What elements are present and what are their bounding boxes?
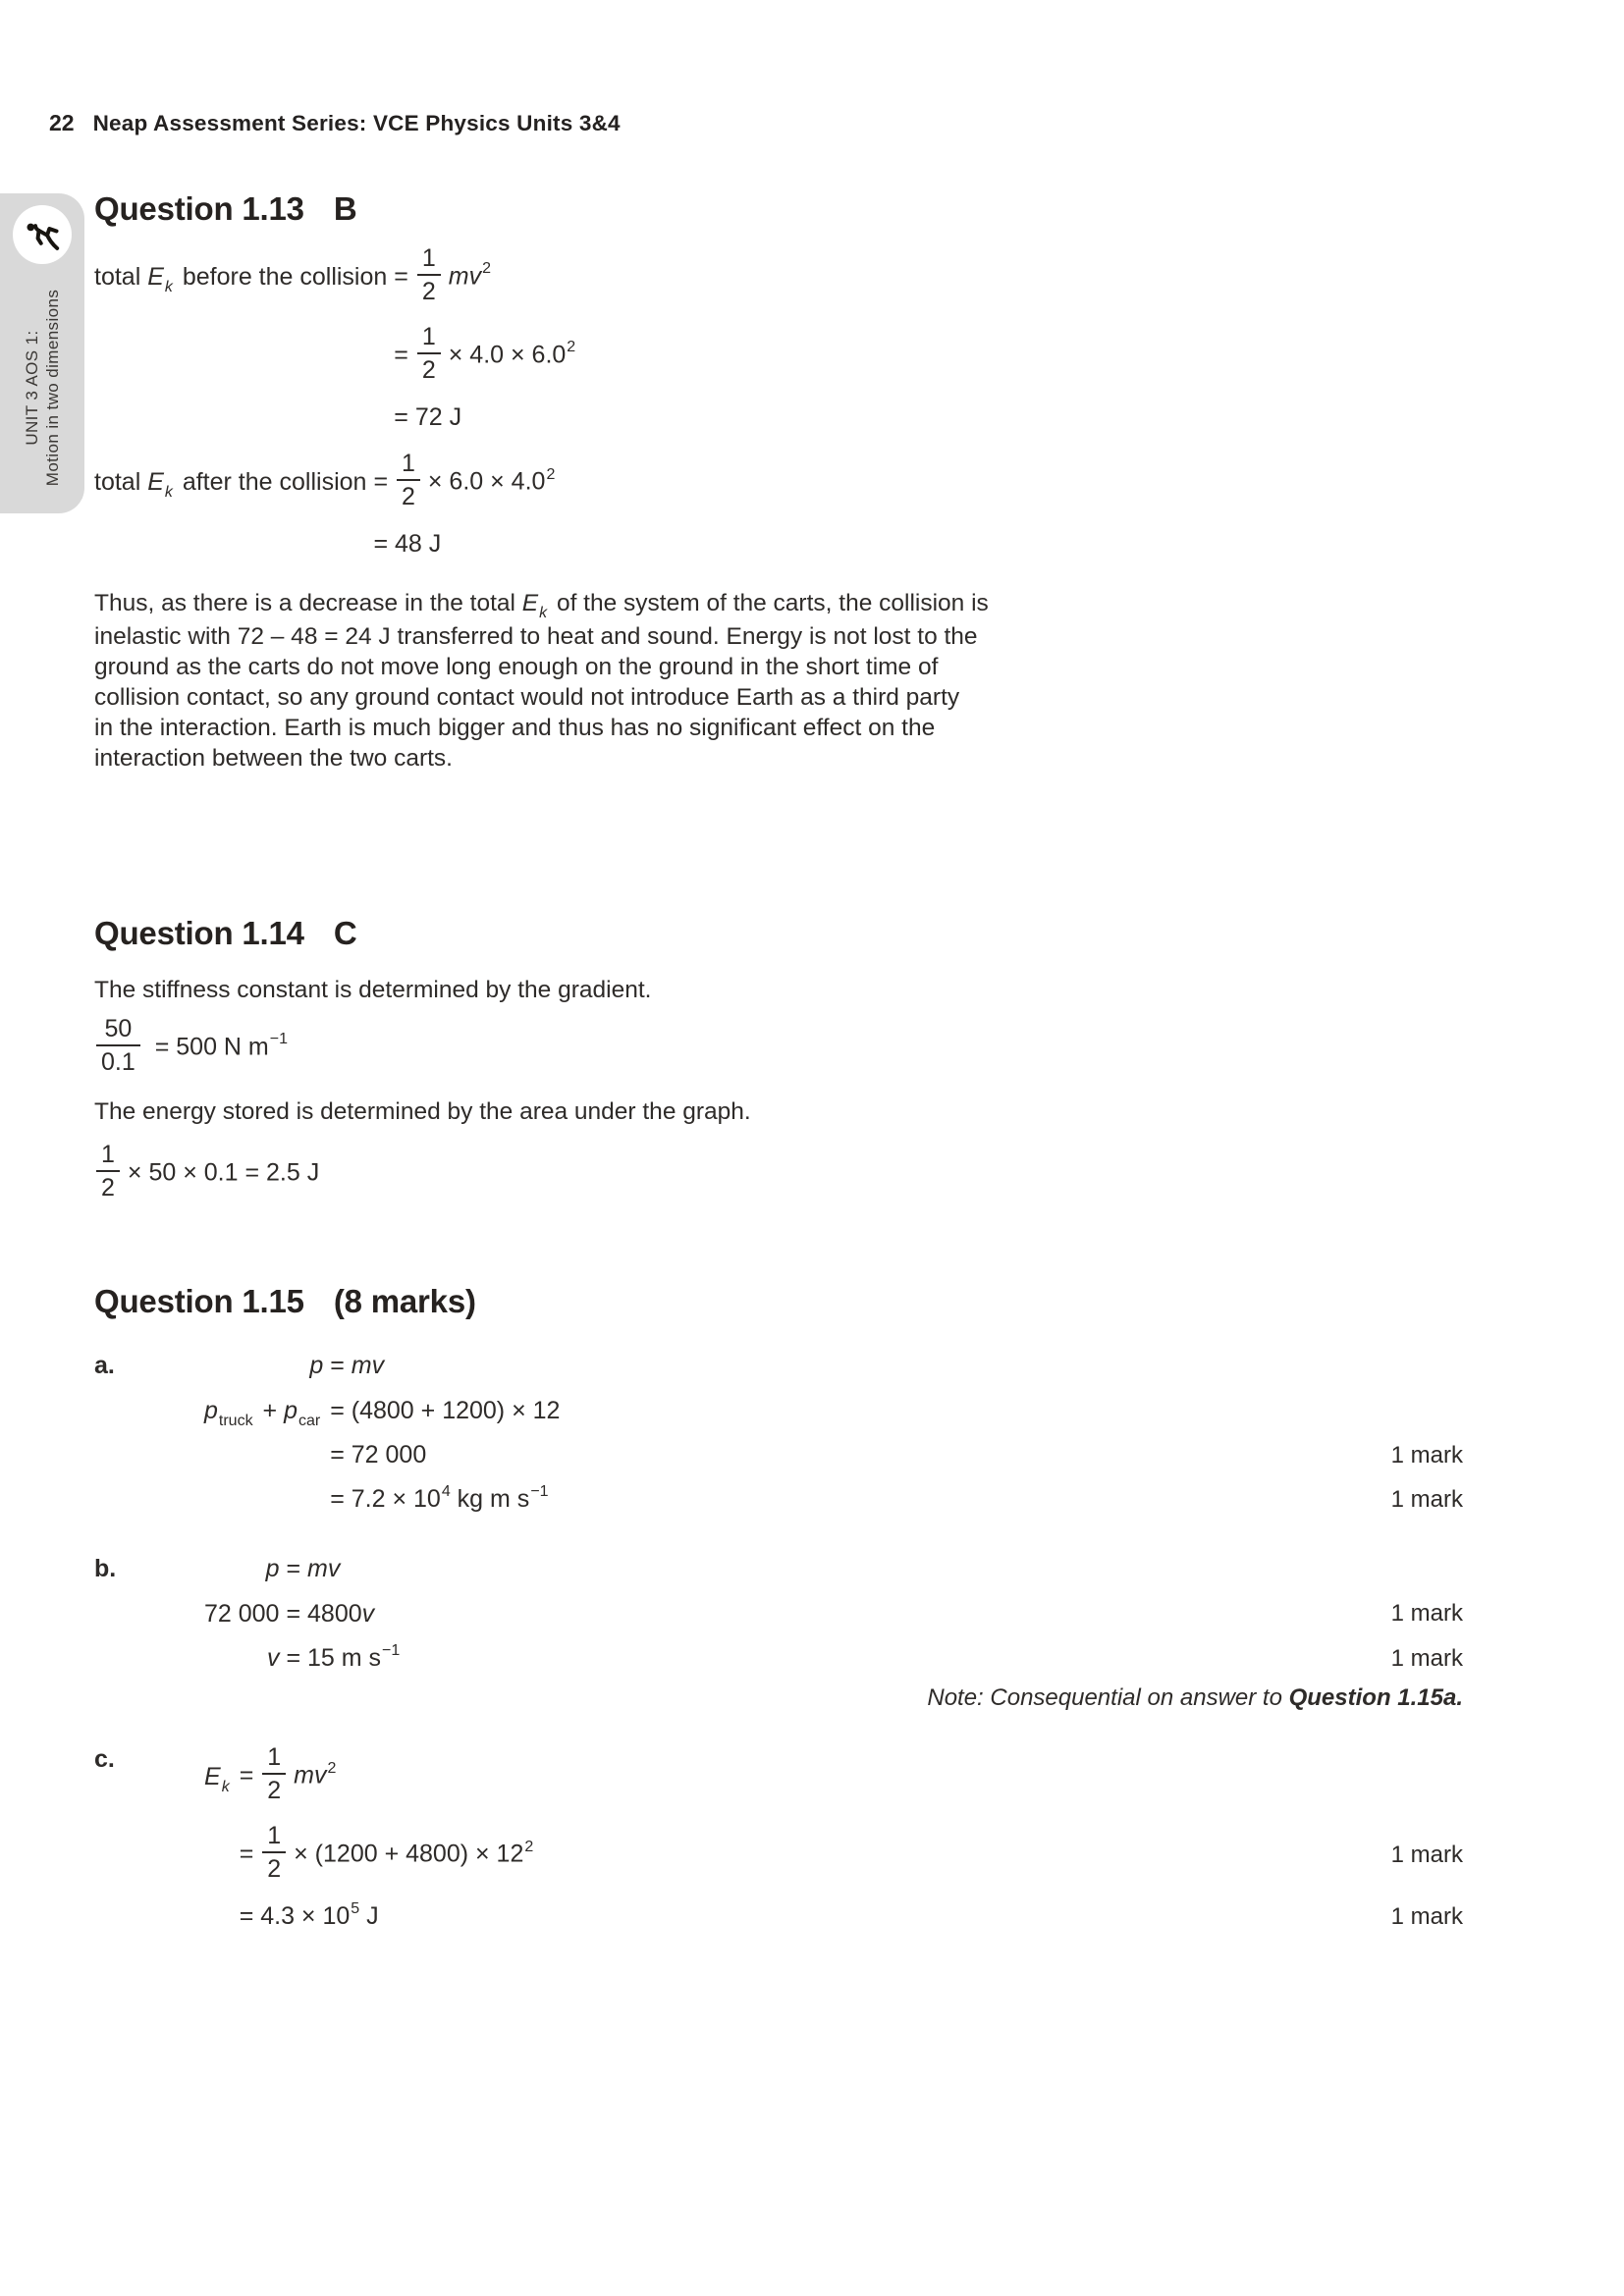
equation-rhs: = $\frac{1}{2}$ mv2 [239, 1743, 337, 1805]
equation-rhs: = $\frac{1}{2}$ × 4.0 × 6.02 [394, 322, 576, 384]
part-equations [204, 1344, 1463, 1522]
equation-row [204, 1737, 1463, 1816]
question-1-15-marks: (8 marks) [333, 1282, 476, 1319]
part-label: c. [94, 1745, 115, 1774]
question-part [94, 1547, 1463, 1712]
equation-row [204, 1816, 1463, 1895]
fraction: $\frac{1}{2}$ [417, 321, 441, 386]
part-equations [204, 1737, 1463, 1939]
equation-group-before-collision [94, 239, 1463, 440]
part-body [204, 1344, 1463, 1522]
equation-row [204, 1389, 1463, 1433]
equation-row [94, 317, 1463, 396]
equation-row [204, 1547, 1463, 1591]
equation-group-after-collision [94, 444, 1463, 566]
equation-row [94, 522, 1463, 566]
equation-row [94, 396, 1463, 440]
unit-label: UNIT 3 AOS 1: [23, 330, 41, 446]
fraction: $\frac{1}{2}$ [96, 1139, 120, 1203]
mark-label: 1 mark [1390, 1902, 1463, 1930]
fraction: $\frac{1}{2}$ [262, 1741, 286, 1806]
equation-lhs: 72 000 [204, 1599, 280, 1628]
equation-lhs: v [266, 1643, 280, 1672]
equation-rhs: = 7.2 × 104 kg m s−1 [330, 1483, 549, 1514]
equation-rhs: = 72 000 [330, 1440, 427, 1468]
question-1-13-answer: B [333, 190, 357, 227]
question-1-13-heading [94, 192, 1463, 227]
mark-label [1370, 317, 1463, 396]
question-part [94, 1737, 1463, 1939]
page-content [94, 0, 1463, 1939]
mark-label: 1 mark [1390, 1644, 1463, 1672]
consequential-note: Note: Consequential on answer to Question 1.15a. [927, 1684, 1463, 1712]
equation-rhs: = (4800 + 1200) × 12 [330, 1396, 561, 1424]
explanation-paragraph: Thus, as there is a decrease in the total Ek of the system of the carts, the collision is inelastic with 72 – 48 = 24 J transferred to heat and sound. Energy is not lost to the ground as the carts do not move long enough on the ground in the short time of collision contact, so any ground contact would not introduce Earth as a third party in the interaction. Earth is much bigger and thus has no significant effect on the interaction between the two carts. [94, 590, 989, 773]
equation-lhs [204, 1895, 240, 1939]
equation-lhs: p [309, 1352, 324, 1380]
stiffness-statement: The stiffness constant is determined by the gradient. [94, 976, 652, 1003]
equation-lhs [94, 317, 394, 396]
unit-sidebar-tab [0, 193, 84, 513]
equation-rhs: = 4.3 × 105 J [239, 1900, 379, 1931]
part-label: a. [94, 1352, 115, 1380]
equation-rhs: = $\frac{1}{2}$ × (1200 + 4800) × 122 [239, 1822, 534, 1884]
equation-rhs: = 48 J [373, 529, 442, 558]
mark-label [1370, 1389, 1463, 1433]
question-part [94, 1344, 1463, 1522]
equation-rhs: = $\frac{1}{2}$ mv2 [394, 243, 491, 305]
equation-rhs: = 72 J [394, 402, 462, 431]
equation-row [204, 1636, 1463, 1681]
equation-lhs: p [265, 1555, 280, 1583]
fraction: $\frac{50}{0.1}$ [96, 1013, 140, 1078]
equation-lhs: ptruck + pcar [204, 1396, 321, 1429]
question-1-15-title: Question 1.15 [94, 1282, 304, 1319]
mark-label: 1 mark [1390, 1842, 1463, 1869]
question-1-15-heading [94, 1282, 1463, 1319]
equation-lhs [204, 1816, 240, 1895]
mark-label [1370, 239, 1463, 317]
question-1-14-answer: C [333, 915, 357, 952]
equation-rhs: = 4800v [286, 1599, 375, 1628]
equation-lhs: total Ek after the collision [94, 468, 367, 502]
mark-label [1370, 1737, 1463, 1816]
part-label: b. [94, 1555, 117, 1583]
equation-rhs: = mv [286, 1555, 341, 1583]
equation-row [204, 1344, 1463, 1388]
book-title: Neap Assessment Series: VCE Physics Units 3&4 [92, 111, 621, 135]
leaping-figure-icon [24, 216, 61, 253]
equation-row [94, 239, 1463, 317]
equation-rhs: = mv [330, 1352, 385, 1380]
unit-tab-label [22, 250, 63, 525]
equation-lhs: Ek [204, 1762, 230, 1795]
energy-statement: The energy stored is determined by the area under the graph. [94, 1097, 751, 1125]
question-1-14-title: Question 1.14 [94, 915, 304, 952]
part-body [204, 1737, 1463, 1939]
equation-row [204, 1477, 1463, 1522]
mark-label [1370, 396, 1463, 440]
part-equations [204, 1547, 1463, 1681]
fraction: $\frac{1}{2}$ [262, 1820, 286, 1885]
equation-lhs [204, 1477, 330, 1522]
mark-label [1370, 1547, 1463, 1591]
question-1-15-parts [94, 1344, 1463, 1939]
fraction: $\frac{1}{2}$ [397, 448, 420, 512]
fraction: $\frac{1}{2}$ [417, 242, 441, 307]
equation-row [204, 1895, 1463, 1939]
equation-row [204, 1433, 1463, 1477]
mark-label [1370, 444, 1463, 522]
equation-lhs [204, 1433, 330, 1477]
gradient-equation: $\frac{50}{0.1}$ = 500 N m−1 [94, 1016, 1463, 1081]
equation-rhs: = 15 m s−1 [286, 1641, 401, 1672]
area-equation: $\frac{1}{2}$ × 50 × 0.1 = 2.5 J [94, 1142, 1463, 1206]
equation-lhs: total Ek before the collision [94, 263, 388, 296]
page-number: 22 [49, 110, 75, 135]
mark-label [1370, 1344, 1463, 1388]
mark-label: 1 mark [1390, 1485, 1463, 1513]
part-body [204, 1547, 1463, 1712]
mark-label: 1 mark [1390, 1441, 1463, 1468]
topic-label: Motion in two dimensions [43, 289, 62, 487]
question-1-13-title: Question 1.13 [94, 190, 304, 227]
mark-label: 1 mark [1390, 1600, 1463, 1628]
question-1-14-heading [94, 917, 1463, 951]
mark-label [1370, 522, 1463, 566]
equation-lhs [94, 522, 373, 566]
equation-rhs: = $\frac{1}{2}$ × 6.0 × 4.02 [373, 449, 556, 510]
equation-row [94, 444, 1463, 522]
equation-lhs [94, 396, 394, 440]
equation-row [204, 1592, 1463, 1636]
